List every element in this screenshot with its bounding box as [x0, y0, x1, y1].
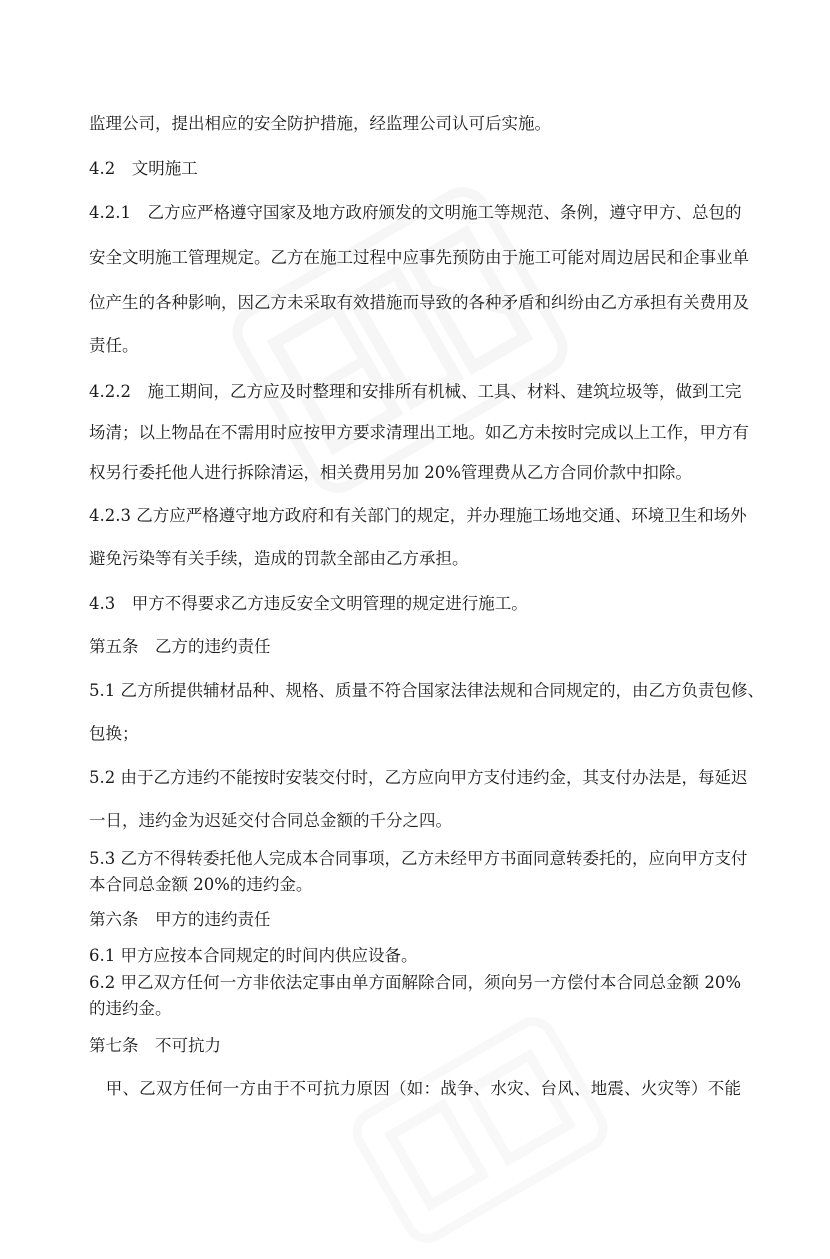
text-line: 安全文明施工管理规定。乙方在施工过程中应事先预防由于施工可能对周边居民和企事业单 — [89, 248, 749, 267]
section-heading: 4.2 文明施工 — [89, 159, 198, 178]
text-line: 避免污染等有关手续，造成的罚款全部由乙方承担。 — [89, 549, 469, 568]
text-line: 的违约金。 — [89, 999, 172, 1018]
text-line: 一日，违约金为迟延交付合同总金额的千分之四。 — [89, 811, 452, 830]
text-line: 4.3 甲方不得要求乙方违反安全文明管理的规定进行施工。 — [89, 594, 528, 613]
text-line: 4.2.2 施工期间，乙方应及时整理和安排所有机械、工具、材料、建筑垃圾等，做到工完 — [89, 382, 742, 401]
article-heading: 第五条 乙方的违约责任 — [89, 637, 271, 656]
text-line: 包换； — [89, 724, 139, 743]
text-line: 5.1 乙方所提供辅材品种、规格、质量不符合国家法律法规和合同规定的，由乙方负责包修、 — [89, 681, 764, 700]
text-line: 位产生的各种影响，因乙方未采取有效措施而导致的各种矛盾和纠纷由乙方承担有关费用及 — [89, 293, 749, 312]
text-line: 4.2.1 乙方应严格遵守国家及地方政府颁发的文明施工等规范、条例，遵守甲方、总包的 — [89, 203, 742, 222]
text-line: 6.1 甲方应按本合同规定的时间内供应设备。 — [89, 946, 418, 965]
text-line: 5.2 由于乙方违约不能按时安装交付时，乙方应向甲方支付违约金，其支付办法是，每延迟 — [89, 768, 748, 787]
text-line: 本合同总金额 20%的违约金。 — [89, 875, 313, 894]
article-heading: 第七条 不可抗力 — [89, 1036, 221, 1055]
text-line: 权另行委托他人进行拆除清运，相关费用另加 20%管理费从乙方合同价款中扣除。 — [89, 463, 692, 482]
text-line: 5.3 乙方不得转委托他人完成本合同事项，乙方未经甲方书面同意转委托的，应向甲方支付 — [89, 849, 748, 868]
text-line: 场清；以上物品在不需用时应按甲方要求清理出工地。如乙方未按时完成以上工作，甲方有 — [89, 423, 749, 442]
article-heading: 第六条 甲方的违约责任 — [89, 910, 271, 929]
text-line: 甲、乙双方任何一方由于不可抗力原因（如：战争、水灾、台风、地震、火灾等）不能 — [89, 1079, 741, 1098]
watermark-logo-icon — [336, 1001, 624, 1259]
text-line: 责任。 — [89, 336, 139, 355]
text-line: 监理公司，提出相应的安全防护措施，经监理公司认可后实施。 — [89, 114, 551, 133]
text-line: 6.2 甲乙双方任何一方非依法定事由单方面解除合同，须向另一方偿付本合同总金额 20% — [89, 973, 741, 992]
text-line: 4.2.3 乙方应严格遵守地方政府和有关部门的规定，并办理施工场地交通、环境卫生和场外 — [89, 506, 747, 525]
